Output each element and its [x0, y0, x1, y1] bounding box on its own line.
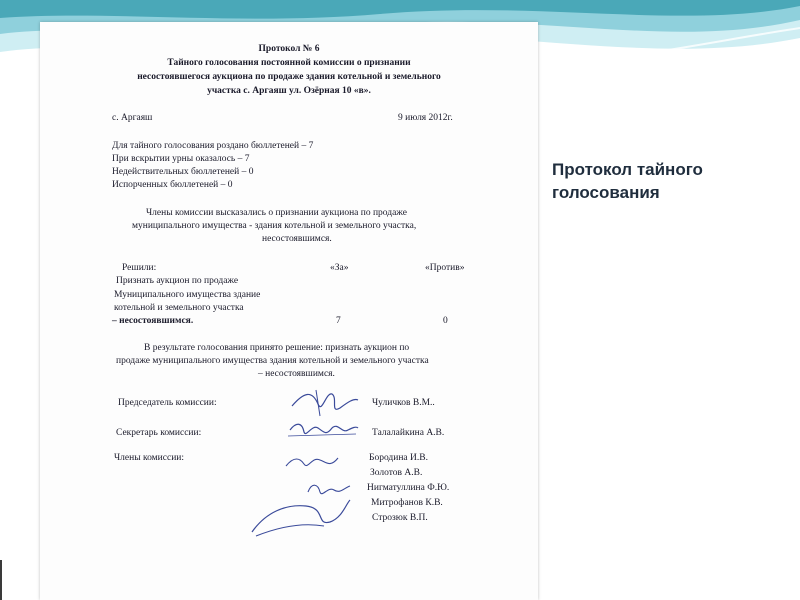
count-line: Испорченных бюллетеней – 0 [112, 180, 233, 190]
decision-text-line: Признать аукцион по продаже [116, 276, 239, 286]
decision-label: Решили: [122, 263, 157, 273]
decision-text-line: Муниципального имущества здание [114, 290, 261, 300]
votes-against-header: «Против» [425, 263, 465, 273]
secretary-name: Талалайкина А.В. [372, 428, 445, 438]
count-line: Недействительных бюллетеней – 0 [112, 167, 254, 177]
protocol-document-scan [40, 22, 538, 600]
member-name: Бородина И.В. [369, 453, 428, 463]
secretary-signature [286, 418, 360, 442]
slide-title: Протокол тайного голосования [552, 160, 703, 202]
decision-text-line: котельной и земельного участка [114, 303, 244, 313]
chairman-label: Председатель комиссии: [118, 398, 217, 408]
decision-result-bold: – несостоявшимся. [112, 316, 194, 326]
opinion-line: Члены комиссии высказались о признании аукциона по продаже [146, 208, 407, 218]
protocol-heading-line: участка с. Аргаяш ул. Озёрная 10 «в». [207, 86, 371, 96]
member-name: Строзюк В.П. [372, 513, 428, 523]
member-name: Митрофанов К.В. [371, 498, 443, 508]
chairman-name: Чуличков В.М.. [372, 398, 435, 408]
protocol-heading-line: несостоявшегося аукциона по продаже здания котельной и земельного [137, 72, 441, 82]
protocol-heading-line: Тайного голосования постоянной комиссии о признании [167, 58, 411, 68]
slide-edge-line [0, 560, 2, 600]
votes-for-header: «За» [330, 263, 349, 273]
place-label: с. Аргаяш [112, 113, 153, 123]
member-signature [246, 492, 356, 540]
member-signature [282, 450, 342, 474]
members-label: Члены комиссии: [114, 453, 185, 463]
count-line: При вскрытии урны оказалось – 7 [112, 154, 250, 164]
count-line: Для тайного голосования роздано бюллетеней – 7 [112, 141, 314, 151]
secretary-label: Секретарь комиссии: [116, 428, 202, 438]
result-line: В результате голосования принято решение: признать аукцион по [144, 343, 410, 353]
date-label: 9 июля 2012г. [398, 113, 453, 123]
chairman-signature [290, 388, 360, 418]
opinion-line: муниципального имущества - здания котельной и земельного участка, [132, 221, 417, 231]
result-line: – несостоявшимся. [258, 369, 335, 379]
opinion-line: несостоявшимся. [262, 234, 332, 244]
result-line: продаже муниципального имущества здания котельной и земельного участка [116, 356, 429, 366]
member-name: Нигматуллина Ф.Ю. [367, 483, 450, 493]
protocol-number: Протокол № 6 [258, 44, 320, 54]
votes-for-value: 7 [336, 316, 341, 326]
votes-against-value: 0 [443, 316, 448, 326]
member-name: Золотов А.В. [370, 468, 423, 478]
